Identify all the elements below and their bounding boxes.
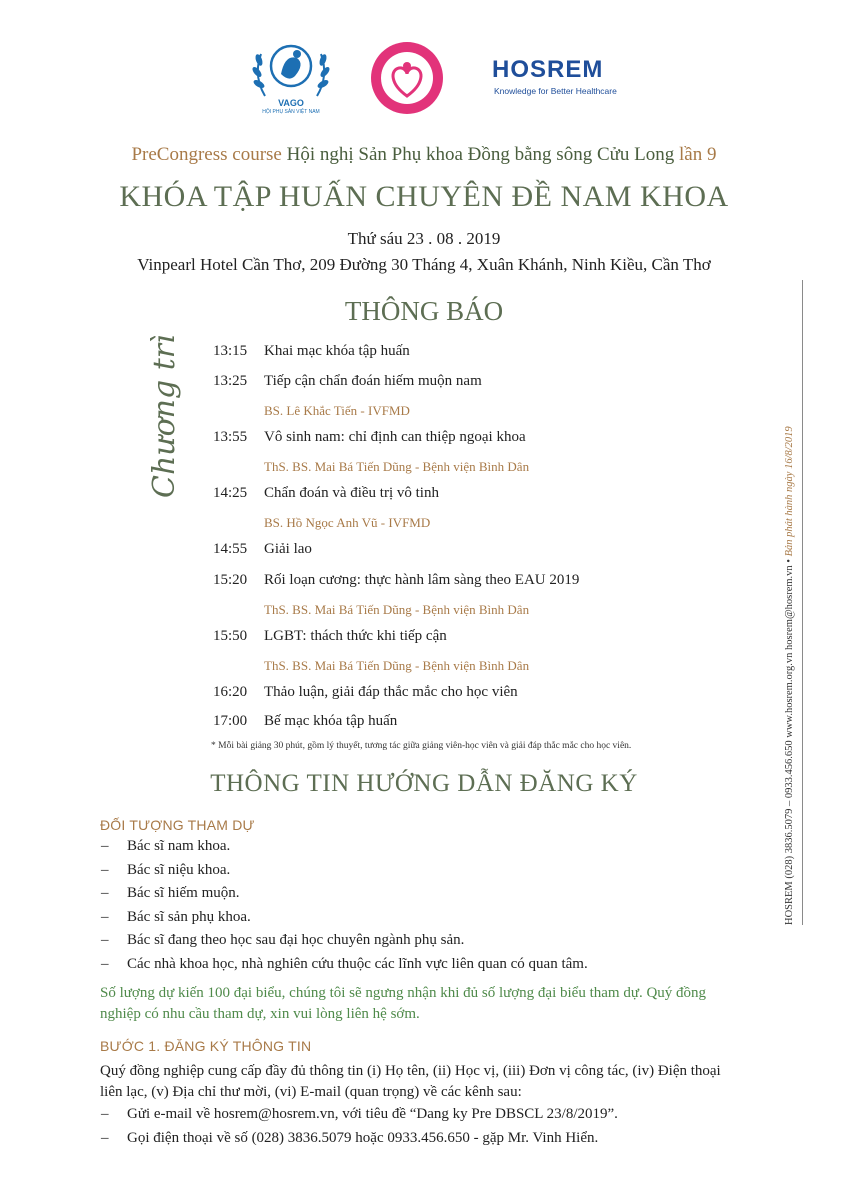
capacity-note-line: Số lượng dự kiến 100 đại biểu, chúng tôi sẽ ngưng nhận khi đủ số lượng đại biểu tham dự. Quý đồng [100,985,707,1001]
bullet-dash: – [101,838,109,854]
schedule-activity: Bế mạc khóa tập huấn [264,713,398,729]
schedule-activity: Khai mạc khóa tập huấn [264,343,410,359]
schedule-speaker: BS. Hồ Ngọc Anh Vũ - IVFMD [264,515,431,530]
schedule-activity: Chẩn đoán và điều trị vô tinh [264,485,439,501]
step1-heading: BƯỚC 1. ĐĂNG KÝ THÔNG TIN [100,1038,312,1054]
schedule-activity: Rối loạn cương: thực hành lâm sàng theo EAU 2019 [264,572,580,588]
capacity-note-line: nghiệp có nhu cầu tham dự, xin vui lòng liên hệ sớm. [100,1006,420,1022]
schedule-speaker: BS. Lê Khắc Tiến - IVFMD [264,403,410,418]
step1-text-line: liên lạc, (v) Địa chỉ thư mời, (vi) E-mail (quan trọng) về các kênh sau: [100,1084,522,1100]
schedule-activity: LGBT: thách thức khi tiếp cận [264,628,447,644]
audience-item: Bác sĩ niệu khoa. [127,861,231,878]
contact-channel: Gọi điện thoại về số (028) 3836.5079 hoặc 0933.456.650 - gặp Mr. Vinh Hiển. [127,1130,599,1146]
bullet-dash: – [101,885,109,901]
svg-text:Chương trình: Chương trình [147,336,182,498]
precongress-label: PreCongress course [131,144,282,165]
schedule-time: 17:00 [213,713,248,729]
schedule-time: 14:55 [213,541,248,557]
bullet-dash: – [101,908,109,925]
bullet-dash: – [101,1130,109,1146]
event-name: Hội nghị Sản Phụ khoa Đồng bằng sông Cửu Long [286,144,675,165]
notice-title: THÔNG BÁO [344,296,504,326]
schedule-speaker: ThS. BS. Mai Bá Tiến Dũng - Bệnh viện Bình Dân [264,602,530,617]
course-title: KHÓA TẬP HUẤN CHUYÊN ĐỀ NAM KHOA [119,180,729,213]
schedule-activity: Thảo luận, giải đáp thắc mắc cho học viên [264,684,518,700]
audience-item: Bác sĩ hiếm muộn. [127,885,240,901]
schedule-time: 13:25 [213,373,248,389]
capacity-note [100,983,760,1025]
audience-item: Bác sĩ nam khoa. [127,838,231,854]
schedule-speaker: ThS. BS. Mai Bá Tiến Dũng - Bệnh viện Bình Dân [264,658,530,673]
contact-channel: Gửi e-mail về hosrem@hosrem.vn, với tiêu đề “Dang ky Pre DBSCL 23/8/2019”. [127,1106,618,1122]
schedule-time: 13:15 [213,343,248,359]
registration-title: THÔNG TIN HƯỚNG DẪN ĐĂNG KÝ [210,770,638,797]
schedule-time: 15:50 [213,628,248,644]
bullet-dash: – [101,861,109,878]
sidebar-issue-date: Bản phát hành ngày 16/8/2019 [784,426,795,557]
event-subtitle [0,144,848,166]
schedule-time: 15:20 [213,572,248,588]
schedule-label [118,336,198,501]
sidebar-contact-info: HOSREM (028) 3836.5079 – 0933.456.650 www.hosrem.org.vn hosrem@hosrem.vn • [784,559,795,925]
hosrem-logo [492,56,622,102]
schedule-time: 13:55 [213,429,248,445]
bullet-dash: – [101,1106,109,1122]
schedule-time: 16:20 [213,684,248,700]
vago-logo [245,36,337,118]
hospital-logo [368,40,446,116]
event-edition: lần 9 [679,144,717,165]
audience-item: Bác sĩ sản phụ khoa. [127,908,251,925]
event-date: Thứ sáu 23 . 08 . 2019 [347,229,501,248]
audience-item: Bác sĩ đang theo học sau đại học chuyên ngành phụ sản. [127,932,465,948]
bullet-dash: – [101,955,109,972]
audience-item: Các nhà khoa học, nhà nghiên cứu thuộc các lĩnh vực liên quan có quan tâm. [127,955,588,972]
vago-name: VAGO [278,98,304,108]
schedule-time: 14:25 [213,485,248,501]
schedule-activity: Giải lao [264,541,312,557]
schedule-footnote: * Mỗi bài giảng 30 phút, gồm lý thuyết, tương tác giữa giảng viên-học viên và giải đáp thắc mắc cho học viên. [211,741,632,751]
schedule-activity: Tiếp cận chẩn đoán hiếm muộn nam [264,373,482,389]
event-venue: Vinpearl Hotel Cần Thơ, 209 Đường 30 Tháng 4, Xuân Khánh, Ninh Kiều, Cần Thơ [137,255,711,274]
hosrem-name: HOSREM [492,56,604,83]
sidebar-contact [784,285,804,925]
schedule-speaker: ThS. BS. Mai Bá Tiến Dũng - Bệnh viện Bình Dân [264,459,530,474]
step1-text-line: Quý đồng nghiệp cung cấp đầy đủ thông tin (i) Họ tên, (ii) Học vị, (iii) Đơn vị công tác, (iv) Điện thoại [100,1063,721,1079]
audience-heading: ĐỐI TƯỢNG THAM DỰ [100,817,255,833]
schedule-activity: Vô sinh nam: chỉ định can thiệp ngoại khoa [264,429,526,445]
bullet-dash: – [101,932,109,948]
vago-subtitle: HỘI PHỤ SẢN VIỆT NAM [262,109,320,115]
step1-instructions [100,1061,760,1103]
hosrem-tagline: Knowledge for Better Healthcare [494,86,617,96]
